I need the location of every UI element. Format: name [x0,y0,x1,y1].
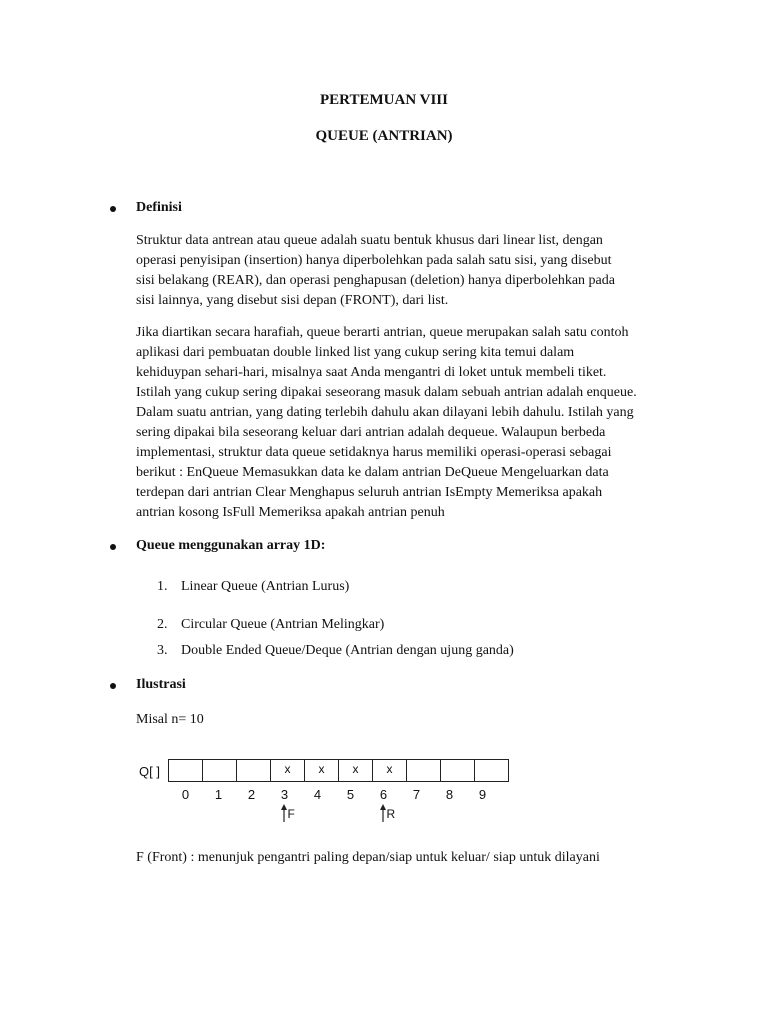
list-item-text: Linear Queue (Antrian Lurus) [181,579,350,594]
text-line: aplikasi dari pembuatan double linked list yang cukup sering kita temui dalam [136,345,575,360]
text-line: berikut : EnQueue Memasukkan data ke dalam antrian DeQueue Mengeluarkan data [136,465,609,480]
queue-cell: x [338,759,373,782]
section-heading-definisi: Definisi [136,200,182,215]
list-item [157,579,349,595]
list-item-text: Circular Queue (Antrian Melingkar) [181,617,385,632]
example-size-text: Misal n= 10 [136,712,204,727]
queue-indices [169,787,499,802]
bullet-icon [110,544,116,550]
queue-index-label: 6 [379,787,388,802]
queue-index-label: 9 [478,787,487,802]
rear-pointer-label: R [386,807,396,821]
queue-index-label: 7 [412,787,421,802]
text-line: sisi belakang (REAR), dan operasi penghapusan (deletion) hanya diperbolehkan pada [136,273,615,288]
queue-index-label: 0 [181,787,190,802]
queue-cell [168,759,203,782]
text-line: Struktur data antrean atau queue adalah suatu bentuk khusus dari linear list, dengan [136,233,603,248]
queue-index-label: 1 [214,787,223,802]
bullet-icon [110,683,116,689]
page-title: PERTEMUAN VIII [320,92,448,108]
list-item-text: Double Ended Queue/Deque (Antrian dengan ujung ganda) [181,643,514,658]
queue-cell: x [270,759,305,782]
definisi-paragraph-2 [136,323,676,523]
queue-cell: x [372,759,407,782]
text-line: Dalam suatu antrian, yang dating terlebih dahulu akan dilayani lebih dahulu. Istilah yang [136,405,634,420]
text-line: kehiduypan sehari-hari, misalnya saat Anda mengantri di loket untuk membeli tiket. [136,365,607,380]
front-pointer-label: F [287,807,295,821]
queue-cell [440,759,475,782]
page-subtitle: QUEUE (ANTRIAN) [315,128,453,144]
queue-cell [474,759,509,782]
list-item-number: 2. [157,617,168,632]
text-line: sisi lainnya, yang disebut sisi depan (FRONT), dari list. [136,293,449,308]
queue-array [169,759,509,782]
text-line: sering dipakai bila seseorang keluar dari antrian adalah dequeue. Walaupun berbeda [136,425,606,440]
queue-cell [406,759,441,782]
text-line: Jika diartikan secara harafiah, queue berarti antrian, queue merupakan salah satu contoh [136,325,629,340]
queue-cell: x [304,759,339,782]
text-line: implementasi, struktur data queue setidaknya harus memiliki operasi-operasi sebagai [136,445,612,460]
list-item-number: 3. [157,643,168,658]
queue-cell [202,759,237,782]
section-heading-array1d: Queue menggunakan array 1D: [136,538,326,553]
queue-index-label: 4 [313,787,322,802]
text-line: antrian kosong IsFull Memeriksa apakah antrian penuh [136,505,445,520]
front-caption: F (Front) : menunjuk pengantri paling depan/siap untuk keluar/ siap untuk dilayani [136,850,600,865]
definisi-paragraph-1 [136,231,676,311]
section-heading-ilustrasi: Ilustrasi [136,677,186,692]
list-item-number: 1. [157,579,168,594]
queue-array-label: Q[ ] [139,764,160,779]
bullet-icon [110,206,116,212]
queue-index-label: 5 [346,787,355,802]
text-line: terdepan dari antrian Clear Menghapus seluruh antrian IsEmpty Memeriksa apakah [136,485,603,500]
queue-index-label: 3 [280,787,289,802]
text-line: Istilah yang cukup sering dipakai seseorang masuk dalam sebuah antrian adalah enqueue. [136,385,637,400]
list-item [157,643,514,659]
list-item [157,617,384,633]
text-line: operasi penyisipan (insertion) hanya diperbolehkan pada salah satu sisi, yang disebut [136,253,612,268]
queue-index-label: 8 [445,787,454,802]
queue-index-label: 2 [247,787,256,802]
queue-cell [236,759,271,782]
